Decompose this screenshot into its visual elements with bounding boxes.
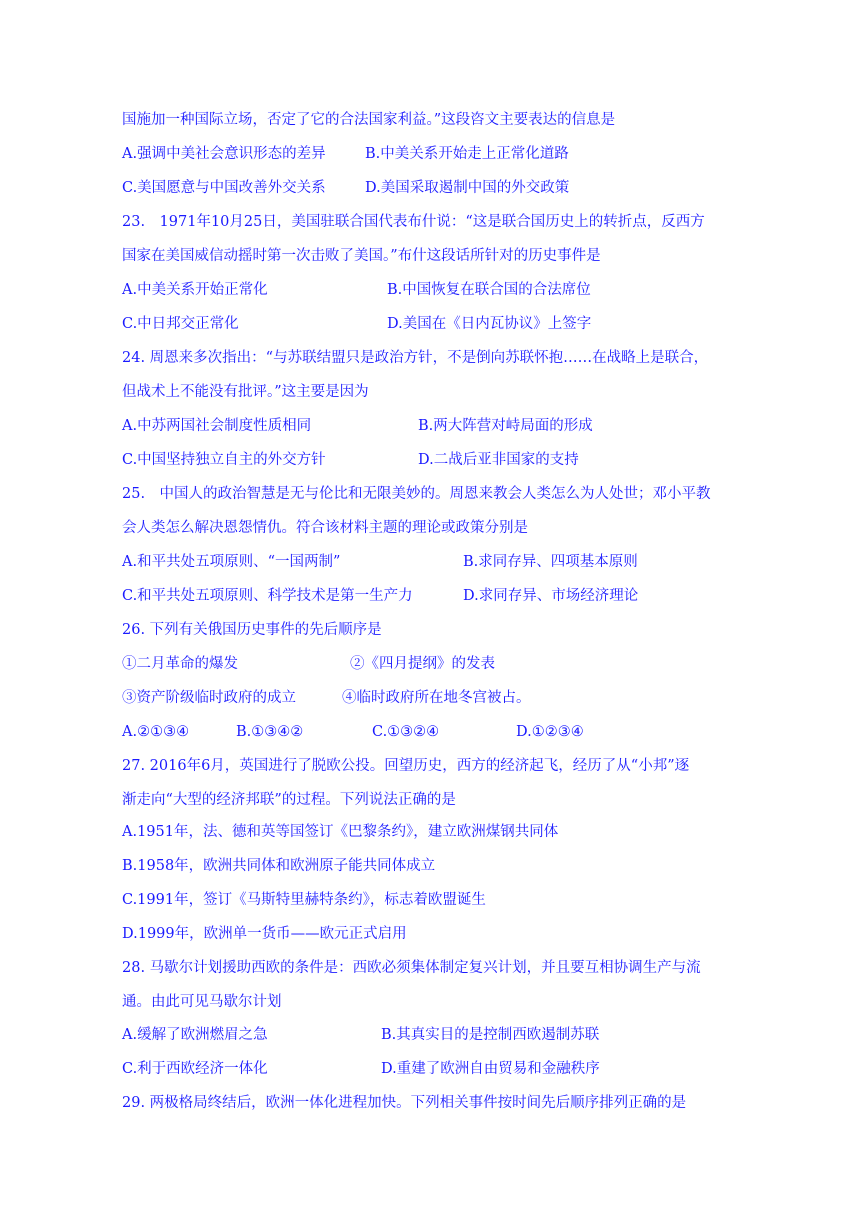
q23-stem-line1: 23. 1971年10月25日，美国驻联合国代表布什说：“这是联合国历史上的转折点，反西方 — [122, 214, 705, 230]
q27-option-d: D.1999年，欧洲单一货币——欧元正式启用 — [122, 926, 407, 942]
q22-option-b: B.中美关系开始走上正常化道路 — [365, 146, 569, 162]
q26-item-4: ④临时政府所在地冬宫被占。 — [342, 690, 531, 706]
q24-option-d: D.二战后亚非国家的支持 — [418, 452, 579, 468]
q24-option-a: A.中苏两国社会制度性质相同 — [122, 418, 312, 434]
q26-item-1: ①二月革命的爆发 — [122, 656, 238, 672]
q28-stem-line2: 通。由此可见马歇尔计划 — [122, 994, 282, 1010]
q26-stem: 26. 下列有关俄国历史事件的先后顺序是 — [122, 622, 382, 638]
q25-option-b: B.求同存异、四项基本原则 — [463, 554, 638, 570]
q27-option-b: B.1958年，欧洲共同体和欧洲原子能共同体成立 — [122, 858, 436, 874]
q28-stem-line1: 28. 马歇尔计划援助西欧的条件是：西欧必须集体制定复兴计划，并且要互相协调生产与流 — [122, 960, 701, 976]
q22-option-a: A.强调中美社会意识形态的差异 — [122, 146, 326, 162]
q23-option-d: D.美国在《日内瓦协议》上签字 — [387, 316, 592, 332]
q28-option-b: B.其真实目的是控制西欧遏制苏联 — [381, 1027, 600, 1043]
q22-option-d: D.美国采取遏制中国的外交政策 — [365, 180, 570, 196]
q24-option-b: B.两大阵营对峙局面的形成 — [418, 418, 593, 434]
q24-stem-line2: 但战术上不能没有批评。”这主要是因为 — [122, 384, 369, 400]
q27-option-c: C.1991年，签订《马斯特里赫特条约》，标志着欧盟诞生 — [122, 892, 486, 908]
q26-option-c: C.①③②④ — [372, 724, 440, 740]
q25-option-c: C.和平共处五项原则、科学技术是第一生产力 — [122, 588, 413, 604]
q29-stem: 29. 两极格局终结后，欧洲一体化进程加快。下列相关事件按时间先后顺序排列正确的是 — [122, 1095, 687, 1111]
q26-option-b: B.①③④② — [236, 724, 304, 740]
q22-option-c: C.美国愿意与中国改善外交关系 — [122, 180, 326, 196]
q28-option-d: D.重建了欧洲自由贸易和金融秩序 — [381, 1061, 600, 1077]
q24-stem-line1: 24. 周恩来多次指出：“与苏联结盟只是政治方针，不是倒向苏联怀抱……在战略上是联合， — [122, 350, 709, 366]
q28-option-a: A.缓解了欧洲燃眉之急 — [122, 1027, 268, 1043]
q22-stem-tail: 国施加一种国际立场，否定了它的合法国家利益。”这段咨文主要表达的信息是 — [122, 112, 616, 128]
q27-stem-line1: 27. 2016年6月，英国进行了脱欧公投。回望历史，西方的经济起飞，经历了从“小邦”逐 — [122, 758, 690, 774]
q25-stem-line2: 会人类怎么解决恩怨情仇。符合该材料主题的理论或政策分别是 — [122, 520, 528, 536]
q23-stem-line2: 国家在美国威信动摇时第一次击败了美国。”布什这段话所针对的历史事件是 — [122, 248, 601, 264]
q26-item-2: ②《四月提纲》的发表 — [350, 656, 495, 672]
q26-option-a: A.②①③④ — [122, 724, 190, 740]
q23-option-b: B.中国恢复在联合国的合法席位 — [387, 282, 591, 298]
q23-option-c: C.中日邦交正常化 — [122, 316, 239, 332]
q24-option-c: C.中国坚持独立自主的外交方针 — [122, 452, 326, 468]
q23-option-a: A.中美关系开始正常化 — [122, 282, 268, 298]
q25-option-d: D.求同存异、市场经济理论 — [463, 588, 639, 604]
q28-option-c: C.利于西欧经济一体化 — [122, 1061, 268, 1077]
q26-option-d: D.①②③④ — [516, 724, 584, 740]
q25-stem-line1: 25. 中国人的政治智慧是无与伦比和无限美妙的。周恩来教会人类怎么为人处世；邓小平教 — [122, 486, 711, 502]
q26-item-3: ③资产阶级临时政府的成立 — [122, 690, 296, 706]
q27-stem-line2: 渐走向“大型的经济邦联”的过程。下列说法正确的是 — [122, 792, 456, 808]
q25-option-a: A.和平共处五项原则、“一国两制” — [122, 554, 341, 570]
q27-option-a: A.1951年，法、德和英等国签订《巴黎条约》，建立欧洲煤钢共同体 — [122, 824, 559, 840]
